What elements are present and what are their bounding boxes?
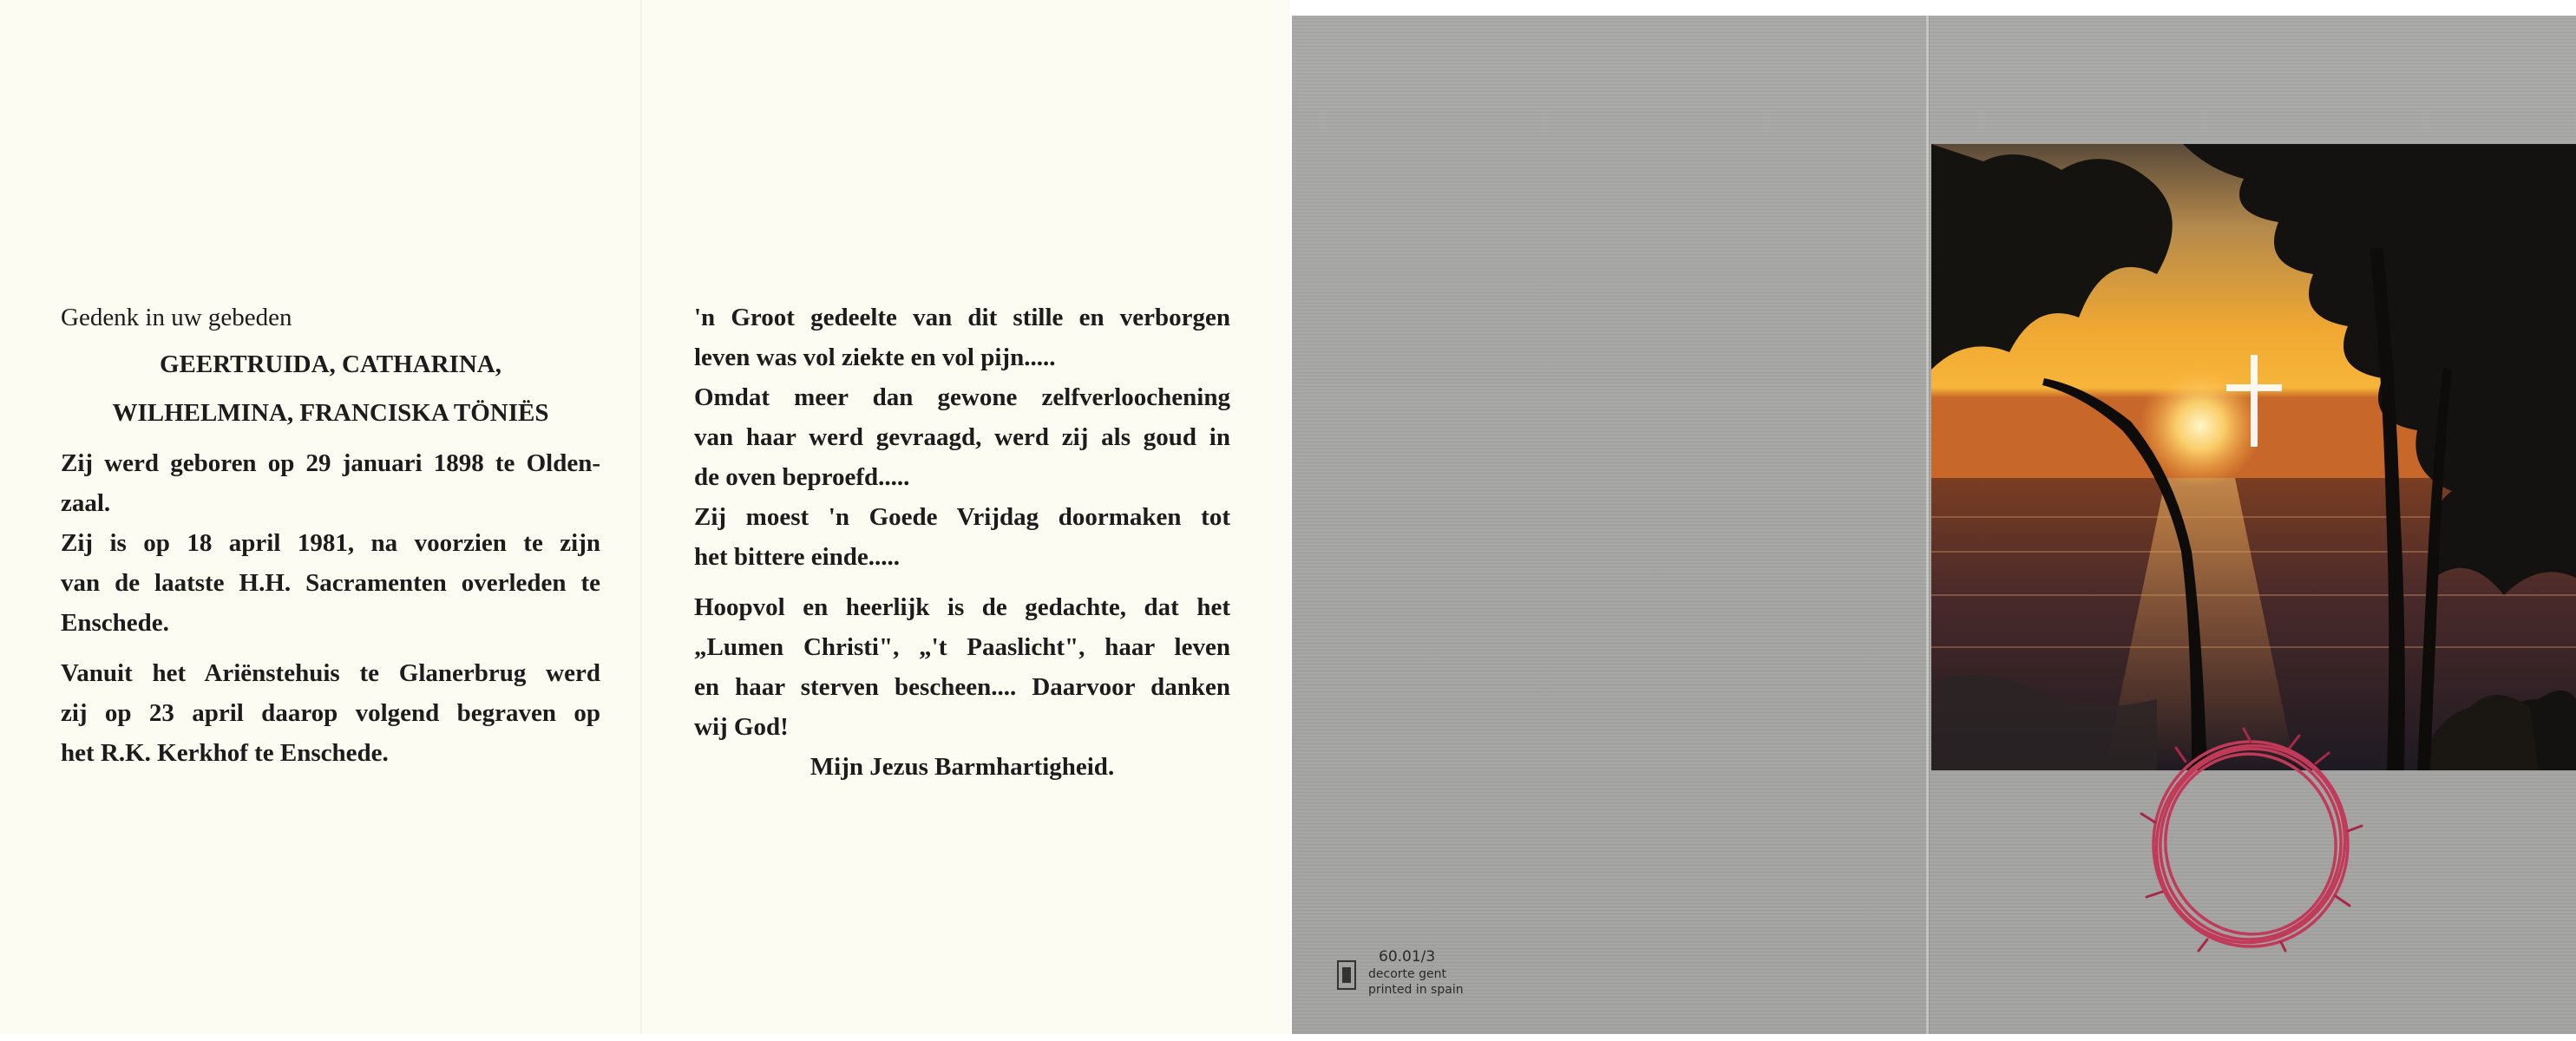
deceased-name-line-1: GEERTRUIDA, CATHARINA, [159,350,501,378]
printer-origin: printed in spain [1368,983,1464,997]
printer-code: 60.01/3 [1379,948,1436,966]
printer-logo-icon [1337,960,1356,990]
sunset-sea-pines-with-cross [1931,144,2576,770]
deceased-name-line-2: WILHELMINA, FRANCISKA TÖNIËS [112,399,549,427]
denial-line-2: van haar werd gevraagd, werd zij als goud in [694,423,1230,451]
inner-fold-crease [640,0,642,1034]
birth-line-2: zaal. [61,489,111,517]
right-text-column [694,298,1230,787]
burial-line-3: het R.K. Kerkhof te Enschede. [61,739,389,767]
intro-line: Gedenk in uw gebeden [61,304,292,331]
crown-of-thorns-icon [2138,727,2363,953]
burial-line-2: zij op 23 april daarop volgend begraven op [61,699,600,727]
cover-spread [1292,16,2576,1034]
death-line-3: Enschede. [61,609,169,637]
birth-line-1: Zij werd geboren op 29 januari 1898 te Olden- [61,449,600,477]
hope-line-1: Hoopvol en heerlijk is de gedachte, dat het [694,593,1230,621]
denial-line-3: de oven beproefd..... [694,463,910,491]
closing-prayer: Mijn Jezus Barmhartigheid. [810,753,1115,781]
friday-line-2: het bittere einde..... [694,543,901,571]
left-text-column [61,298,600,773]
life-line-1: 'n Groot gedeelte van dit stille en verborgen [694,304,1230,331]
denial-line-1: Omdat meer dan gewone zelfverloochening [694,383,1230,411]
burial-line-1: Vanuit het Ariënstehuis te Glanerbrug werd [61,659,600,687]
hope-line-3: en haar sterven bescheen.... Daarvoor danken [694,673,1230,701]
printer-imprint [1337,948,1511,1009]
death-line-1: Zij is op 18 april 1981, na voorzien te zijn [61,529,600,557]
cover-fold-crease [1926,16,1929,1034]
friday-line-1: Zij moest 'n Goede Vrijdag doormaken tot [694,503,1230,531]
hope-line-4: wij God! [694,713,789,741]
printer-name: decorte gent [1368,967,1446,981]
hope-line-2: „Lumen Christi", „'t Paaslicht", haar leven [694,633,1230,661]
death-line-2: van de laatste H.H. Sacramenten overleden te [61,569,600,597]
life-line-2: leven was vol ziekte en vol pijn..... [694,344,1056,371]
inner-spread [0,0,1290,1034]
